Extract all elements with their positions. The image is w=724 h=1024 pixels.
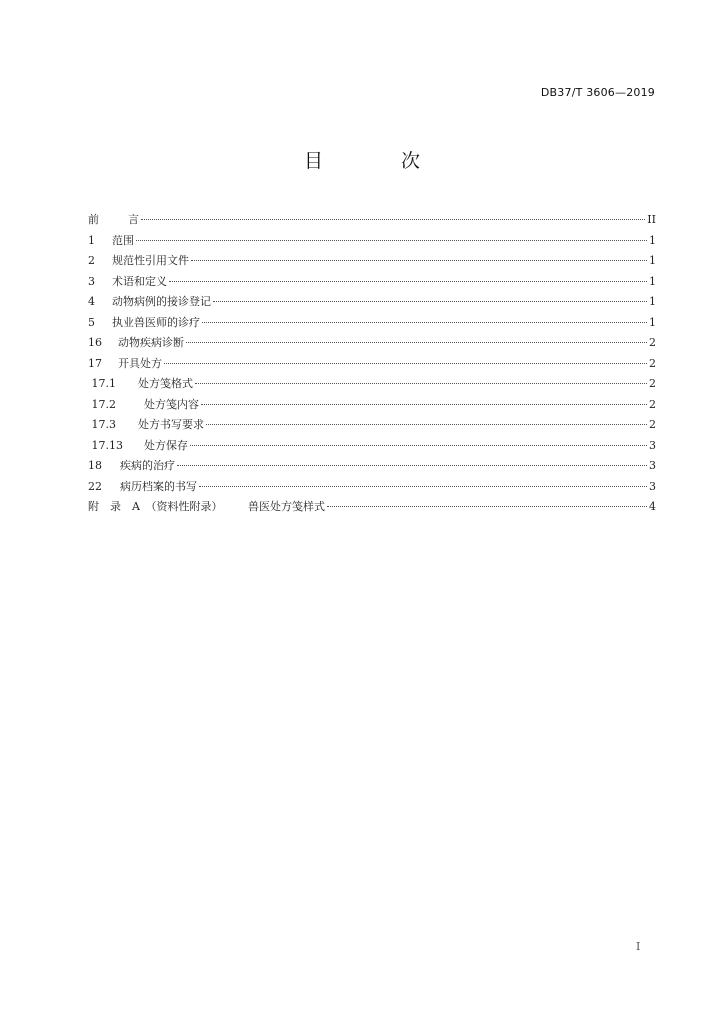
- toc-entry-label: 动物疾病诊断: [118, 336, 184, 349]
- toc-entry-number: 17.3: [88, 418, 116, 431]
- toc-entry-number: 4: [88, 295, 95, 308]
- toc-entry-label: 兽医处方笺样式: [248, 500, 325, 513]
- toc-leader-dots: [190, 445, 647, 446]
- toc-entry[interactable]: [88, 273, 656, 294]
- toc-leader-dots: [327, 506, 647, 507]
- toc-leader-dots: [177, 465, 647, 466]
- toc-entry-label: 规范性引用文件: [112, 254, 189, 267]
- toc-leader-dots: [202, 322, 647, 323]
- toc-entry[interactable]: [88, 498, 656, 519]
- toc-entry-label: 执业兽医师的诊疗: [112, 315, 200, 329]
- toc-entry-page: 1: [649, 315, 656, 329]
- toc-entry[interactable]: [88, 293, 656, 314]
- toc-entry[interactable]: [88, 211, 656, 232]
- toc-entry[interactable]: [88, 478, 656, 499]
- toc-entry[interactable]: [88, 252, 656, 273]
- toc-entry-label: 范围: [112, 233, 134, 247]
- toc-entry[interactable]: [88, 396, 656, 417]
- toc-entry-page: 1: [649, 233, 656, 247]
- toc-leader-dots: [213, 301, 647, 302]
- toc-entry-number: 17.1: [88, 377, 116, 390]
- toc-leader-dots: [206, 424, 647, 425]
- toc-entry-label: 处方笺内容: [144, 397, 199, 411]
- toc-entry-page: 2: [649, 336, 656, 349]
- toc-entry-number: 前: [88, 213, 99, 226]
- toc-entry[interactable]: [88, 375, 656, 396]
- toc-entry-number: 附 录 A （资料性附录）: [88, 500, 223, 513]
- page-number: I: [636, 940, 641, 953]
- toc-entry-number: 17.2: [88, 397, 116, 411]
- toc-leader-dots: [201, 404, 647, 405]
- toc-entry-page: 1: [649, 295, 656, 308]
- toc-entry-page: 2: [649, 377, 656, 390]
- toc-entry-number: 22: [88, 479, 102, 493]
- toc-entry-label: 术语和定义: [112, 274, 167, 288]
- toc-entry[interactable]: [88, 416, 656, 437]
- toc-entry-page: 3: [649, 459, 656, 472]
- toc-entry[interactable]: [88, 437, 656, 458]
- toc-entry[interactable]: [88, 334, 656, 355]
- toc-entry-number: 1: [88, 233, 95, 247]
- toc-entry-number: 16: [88, 336, 102, 349]
- toc-entry-number: 17.13: [88, 438, 123, 452]
- toc-entry-number: 18: [88, 459, 102, 472]
- toc-entry-page: 3: [649, 479, 656, 493]
- toc-entry-number: 17: [88, 356, 102, 370]
- document-code: DB37/T 3606—2019: [540, 86, 655, 99]
- toc-entry-page: 1: [649, 274, 656, 288]
- toc-title: 目 次: [303, 150, 457, 172]
- toc-entry-label: 开具处方: [118, 356, 162, 370]
- toc-entry-page: 4: [649, 500, 656, 513]
- table-of-contents: [88, 211, 656, 519]
- toc-entry-page: II: [647, 213, 656, 226]
- toc-leader-dots: [136, 240, 647, 241]
- toc-leader-dots: [186, 342, 647, 343]
- toc-entry-page: 2: [649, 356, 656, 370]
- toc-entry-label: 言: [128, 213, 139, 226]
- toc-entry-page: 1: [649, 254, 656, 267]
- toc-entry-label: 处方书写要求: [138, 418, 204, 431]
- toc-leader-dots: [164, 363, 647, 364]
- toc-entry-number: 5: [88, 315, 95, 329]
- toc-leader-dots: [195, 383, 647, 384]
- toc-entry-label: 疾病的治疗: [120, 459, 175, 472]
- toc-entry-label: 处方保存: [144, 438, 188, 452]
- toc-entry[interactable]: [88, 457, 656, 478]
- toc-entry-page: 2: [649, 397, 656, 411]
- toc-entry-label: 病历档案的书写: [120, 479, 197, 493]
- toc-entry-label: 处方笺格式: [138, 377, 193, 390]
- toc-entry[interactable]: [88, 314, 656, 335]
- toc-entry[interactable]: [88, 355, 656, 376]
- toc-entry-page: 2: [649, 418, 656, 431]
- toc-entry-page: 3: [649, 438, 656, 452]
- toc-leader-dots: [191, 260, 647, 261]
- toc-leader-dots: [199, 486, 647, 487]
- toc-leader-dots: [169, 281, 647, 282]
- toc-entry[interactable]: [88, 232, 656, 253]
- toc-leader-dots: [141, 219, 645, 220]
- toc-entry-number: 2: [88, 254, 95, 267]
- toc-entry-number: 3: [88, 274, 95, 288]
- toc-entry-label: 动物病例的接诊登记: [112, 295, 211, 308]
